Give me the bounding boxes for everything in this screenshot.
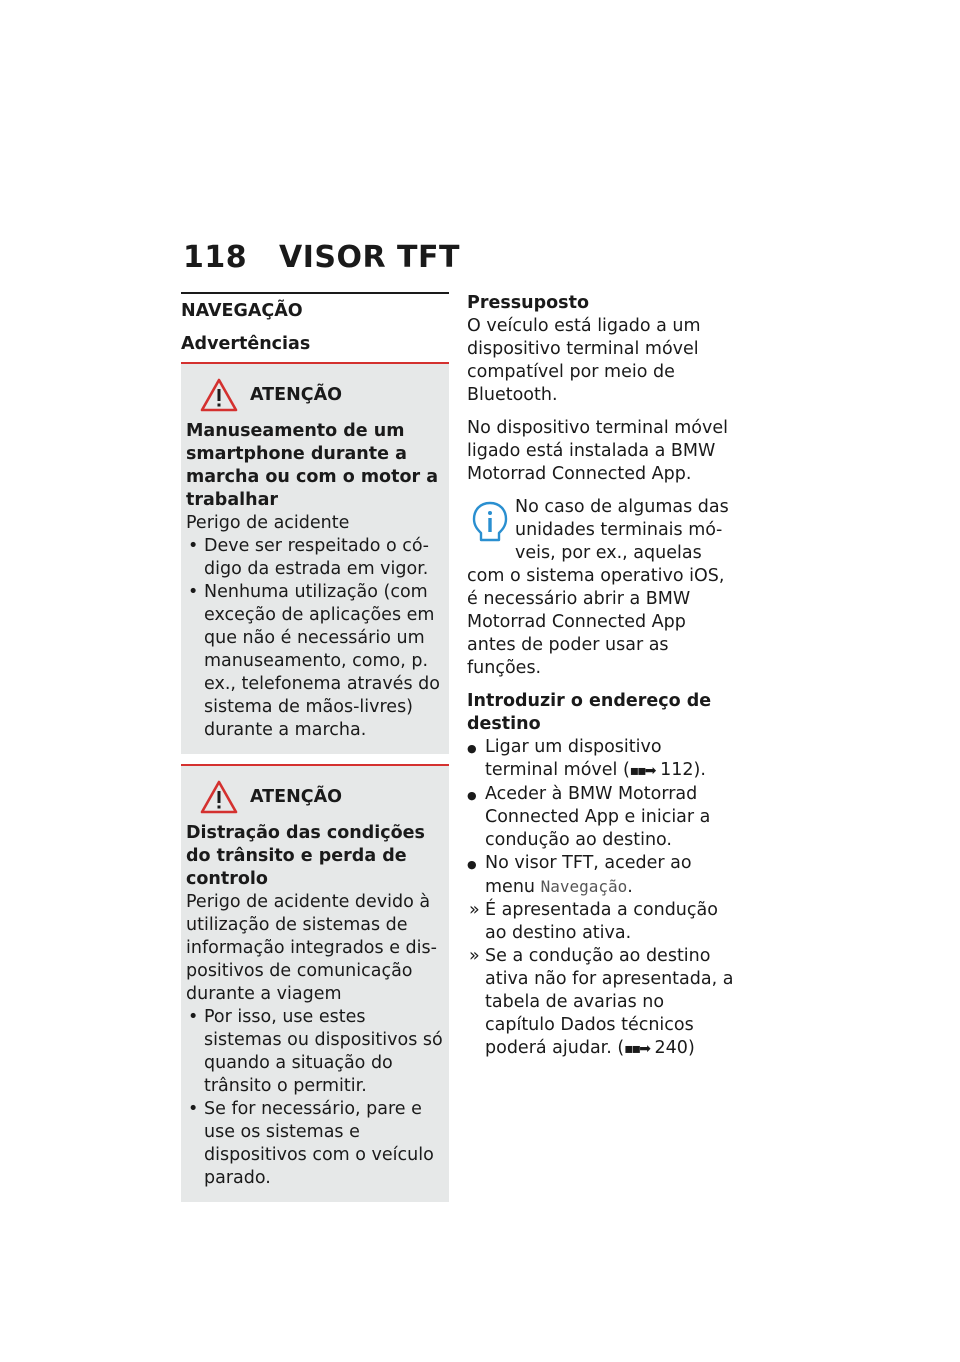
- list-item: • Nenhuma utilização (com exceção de aplicações em que não é necessário um manuseamento, como, p. ex., telefonema através do sistema de mãos-livres) durante a marcha.: [186, 581, 444, 742]
- step-text: .: [627, 877, 633, 897]
- warning-label: ATENÇÃO: [250, 786, 342, 807]
- warning-header: [186, 780, 444, 814]
- info-text: No caso de algumas das unidades terminais móveis, por ex., aquelas com o sistema operativo iOS, é necessário abrir a BMW Motorrad Connected App antes de poder usar as funções.: [467, 497, 729, 678]
- steps-list: [467, 736, 737, 899]
- warning-triangle-icon: [200, 378, 238, 412]
- warning-list: [186, 1006, 444, 1190]
- warning-label: ATENÇÃO: [250, 384, 342, 405]
- list-item: ● Aceder à BMW Motorrad Connected App e iniciar a condução ao destino.: [467, 783, 737, 852]
- results-list: [467, 899, 737, 1061]
- warning-title: Distração das condições do trânsito e perda de controlo: [186, 823, 425, 889]
- info-note: [467, 496, 737, 680]
- warning-box-2: [181, 764, 449, 1202]
- section-title: NAVEGAÇÃO: [181, 292, 449, 323]
- list-item: » É apresentada a condução ao destino ativa.: [467, 899, 737, 945]
- right-column: [467, 292, 737, 1061]
- list-item: • Por isso, use estes sistemas ou dispositivos só quando a situação do trânsito o permitir.: [186, 1006, 444, 1098]
- list-item: • Se for necessário, pare e use os sistemas e dispositivos com o veículo parado.: [186, 1098, 444, 1190]
- list-item: [467, 736, 737, 783]
- chapter-title: VISOR TFT: [279, 240, 460, 275]
- list-item: • Deve ser respeitado o código da estrada em vigor.: [186, 535, 444, 581]
- step-text: No visor TFT, aceder ao menu: [485, 853, 692, 897]
- page-reference[interactable]: 112: [660, 760, 694, 780]
- prerequisite-paragraph: No dispositivo terminal móvel ligado está instalada a BMW Motorrad Connected App.: [467, 418, 728, 484]
- step-text: ).: [693, 760, 706, 780]
- subsection-title: Advertências: [181, 334, 311, 354]
- result-text: ): [687, 1038, 695, 1058]
- menu-name: Navegação: [540, 877, 628, 896]
- page-ref-arrow-icon: ▪▪➡: [629, 763, 655, 779]
- result-text: Se a condução ao destino ativa não for apresentada, a tabela de avarias no capítulo Dados técnicos poderá ajudar. (: [485, 946, 734, 1058]
- list-item: [467, 945, 737, 1061]
- info-icon: [471, 500, 509, 544]
- list-item: [467, 852, 737, 899]
- page-reference[interactable]: 240: [654, 1038, 688, 1058]
- warning-header: [186, 378, 444, 412]
- left-column: [181, 292, 449, 1202]
- step-text: Ligar um dispositivo terminal móvel (: [485, 737, 662, 780]
- prerequisite-paragraph: O veículo está ligado a um dispositivo terminal móvel compatível por meio de Bluetooth.: [467, 316, 701, 405]
- warning-intro: Perigo de acidente devido à utilização de sistemas de informação integrados e dispositivos de comunicação durante a viagem: [186, 892, 437, 1004]
- destination-title: Introduzir o endereço de destino: [467, 691, 712, 734]
- page-ref-arrow-icon: ▪▪➡: [624, 1041, 649, 1057]
- page-number: 118: [183, 240, 248, 275]
- prerequisite-title: Pressuposto: [467, 293, 589, 313]
- page-header: [183, 240, 460, 275]
- warning-triangle-icon: [200, 780, 238, 814]
- warning-intro: Perigo de acidente: [186, 513, 350, 533]
- warning-title: Manuseamento de um smartphone durante a marcha ou com o motor a trabalhar: [186, 421, 438, 510]
- warning-list: [186, 535, 444, 742]
- warning-box-1: [181, 362, 449, 754]
